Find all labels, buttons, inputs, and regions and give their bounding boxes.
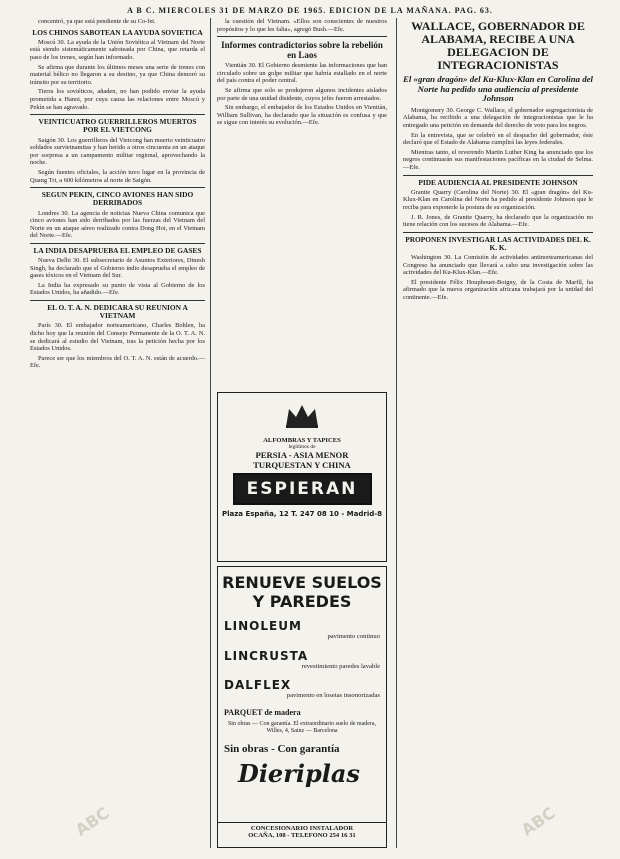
- page-header: A B C. MIERCOLES 31 DE MARZO DE 1965. EDICION DE LA MAÑANA. PAG. 63.: [127, 6, 493, 15]
- ad-line: ALFOMBRAS Y TAPICES: [263, 437, 341, 444]
- column-3: [403, 18, 593, 856]
- article-text: París 30. El embajador norteamericano, Charles Bohlen, ha dicho hoy que la reunión del Consejo Permanente de la O. T. A. N. se dedicará al estudio del Vietnam, tras la petición hecha por los Estados Unidos.: [30, 322, 205, 353]
- article-text: Granite Quarry (Carolina del Norte) 30. El «gran dragón» del Ku-Klux-Klan en Carolina del Norte ha pedido al presidente Johnson que le reciba para exponerle la postura de su organización.: [403, 188, 593, 211]
- ad-product: PARQUET de madera: [224, 707, 301, 717]
- carpet-advertisement: [217, 392, 387, 562]
- article-text: la cuestión del Vietnam. «Ellos son conscientes de nuestros propósitos y lo que les falta», agregó Bush.—Efe.: [217, 18, 387, 33]
- article-text: J. R. Jones, de Granite Quarry, ha declarado que la organización no tiene relación con los sucesos de Alabama.—Efe.: [403, 213, 593, 229]
- article-text: Moscú 30. La ayuda de la Unión Soviética al Vietnam del Norte está siendo sistemáticamente saboteada por China, que retarda el paso de los trenes, según han informado.: [30, 38, 205, 61]
- divider: [403, 175, 593, 176]
- ad-brand-script: Dieriplas: [238, 758, 360, 788]
- divider: [403, 232, 593, 233]
- article-text: Parece ser que los miembros del O. T. A. N. están de acuerdo.—Efe.: [30, 354, 205, 370]
- watermark: ABC: [71, 803, 113, 840]
- ad-line: PERSIA - ASIA MENOR: [255, 450, 349, 460]
- article-text: Se afirma que durante los últimos meses una serie de trenes con material bélico no llegaron a su destino, ya que China demoró su tránsito por su territorio.: [30, 63, 205, 86]
- headline: PROPONEN INVESTIGAR LAS ACTIVIDADES DEL K. K. K.: [405, 234, 591, 252]
- article-text: concentró, ya que está pendiente de su Co-fet.: [38, 18, 156, 25]
- article-text: Montgomery 30. George C. Wallace, el gobernador segregacionista de Alabama, ha recibido a una delegación de integracionistas que le ha entregado una petición en demanda del derecho de voto para los negros.: [403, 106, 593, 129]
- column-1: [30, 18, 205, 856]
- article-text: El presidente Félix Houphouet-Boigny, de la Costa de Marfil, ha afirmado que la nueva organización africana trabajará por la unidad del continente.—Efe.: [403, 278, 593, 302]
- ad-product-desc: pavimento continuo: [327, 633, 380, 640]
- column-rule: [210, 18, 211, 848]
- article-text: Tierra los soviéticos, añaden, no han podido enviar la ayuda prometida a Hanoi, por cuya causa las relaciones entre Moscú y Pekín se han agravado.: [30, 88, 205, 111]
- article-text: Según fuentes oficiales, la acción tuvo lugar en la provincia de Quang Tri, a 600 kilómetros al norte de Saigón.: [30, 168, 205, 184]
- article-text: Washington 30. La Comisión de actividades antinorteamericanas del Congreso ha anunciado que llevará a cabo una investigación sobre las actividades del Ku-Klux-Klan.—Efe.: [403, 254, 593, 277]
- article-text: Mientras tanto, el reverendo Martin Luther King ha anunciado que los negros continuarán sus manifestaciones pacíficas en la ciudad de Selma.—Efe.: [403, 148, 593, 171]
- subheadline: El «gran dragón» del Ku-Klux-Klan en Carolina del Norte ha pedido una audiencia al presidente Johnson: [403, 74, 593, 104]
- main-headline: WALLACE, GOBERNADOR DE ALABAMA, RECIBE A UNA DELEGACION DE INTEGRACIONISTAS: [411, 19, 585, 72]
- ad-fine-print: Sin obras — Con garantía. El extraordinario suelo de madera, Willes, 4, Sainz — Barcelona: [227, 720, 377, 734]
- headline: LA INDIA DESAPRUEBA EL EMPLEO DE GASES: [33, 245, 202, 255]
- divider: [30, 300, 205, 301]
- ad-product-desc: revestimiento paredes lavable: [301, 662, 380, 670]
- ad-slogan: Sin obras - Con garantía: [224, 742, 340, 755]
- headline: PIDE AUDIENCIA AL PRESIDENTE JOHNSON: [418, 177, 578, 187]
- article-text: Londres 30. La agencia de noticias Nueva China comunica que cinco aviones han sido derribados por las fuerzas del Vietnam del Norte en un ataque aéreo realizado contra Dong Hoi, en el Vietnam del Norte.—Efe.: [30, 209, 205, 240]
- article-text: En la entrevista, que se celebró en el despacho del gobernador, éste declaró que el Estado de Alabama cumplirá las leyes federales.: [403, 131, 593, 147]
- divider: [30, 187, 205, 188]
- watermark: ABC: [517, 803, 559, 840]
- divider: [30, 114, 205, 115]
- ad-title: RENUEVE SUELOS Y PAREDES: [222, 573, 382, 611]
- headline: VEINTICUATRO GUERRILLEROS MUERTOS POR EL VIETCONG: [38, 117, 197, 135]
- brand-logo: ESPIERAN: [233, 473, 372, 505]
- ad-line: TURQUESTAN Y CHINA: [253, 460, 351, 470]
- ad-footer-line: OCAÑA, 108 - TELEFONO 254 16 31: [248, 832, 356, 839]
- column-2: [217, 18, 387, 388]
- divider: [217, 36, 387, 37]
- article-text: Vientián 30. El Gobierno desmiente las informaciones que han circulado sobre un golpe militar que habría estallado en el norte del país contra el poder central.: [217, 62, 387, 85]
- headline: SEGUN PEKIN, CINCO AVIONES HAN SIDO DERRIBADOS: [41, 190, 194, 208]
- flooring-advertisement: [217, 566, 387, 848]
- headline: LOS CHINOS SABOTEAN LA AYUDA SOVIETICA: [32, 27, 203, 37]
- column-rule: [396, 18, 397, 848]
- article-text: Sin embargo, el embajador de los Estados Unidos en Vientián, William Sullivan, ha declarado que la situación es confusa y que se sigue con interés su evolución.—Efe.: [217, 104, 387, 127]
- divider: [30, 243, 205, 244]
- article-text: Nueva Delhi 30. El subsecretario de Asuntos Exteriores, Dinesh Singh, ha declarado que el Gobierno indio desaprueba el empleo de gases tóxicos en el Vietnam del Sur.: [30, 257, 205, 280]
- article-text: La India ha expresado su punto de vista al Gobierno de los Estados Unidos, ha añadido.—Efe.: [30, 281, 205, 297]
- headline: EL O. T. A. N. DEDICARA SU REUNION A VIETNAM: [47, 303, 188, 321]
- ad-product-desc: pavimento en losetas insonorizadas: [286, 692, 380, 700]
- ad-product: LINCRUSTA: [224, 648, 309, 663]
- ad-product: DALFLEX: [224, 678, 292, 693]
- crown-icon: [284, 403, 320, 429]
- article-text: Se afirma que solo se produjeron algunos incidentes aislados por parte de una unidad disidente, cuyos jefes fueron arrestados.: [217, 86, 387, 102]
- ad-line: legítimos de: [288, 444, 316, 450]
- ad-address: Plaza España, 12 T. 247 08 10 - Madrid-8: [221, 510, 383, 518]
- ad-footer-line: CONCESIONARIO INSTALADOR: [250, 825, 354, 832]
- article-text: Saigón 30. Los guerrilleros del Vietcong han muerto veinticuatro soldados survietnamitas y han herido a otros cincuenta en un ataque por sorpresa a un campamento militar regional, aprovechando la noche.: [30, 136, 205, 167]
- ad-product: LINOLEUM: [224, 619, 302, 633]
- headline: Informes contradictorios sobre la rebelión en Laos: [221, 40, 383, 61]
- ad-footer: [218, 822, 386, 847]
